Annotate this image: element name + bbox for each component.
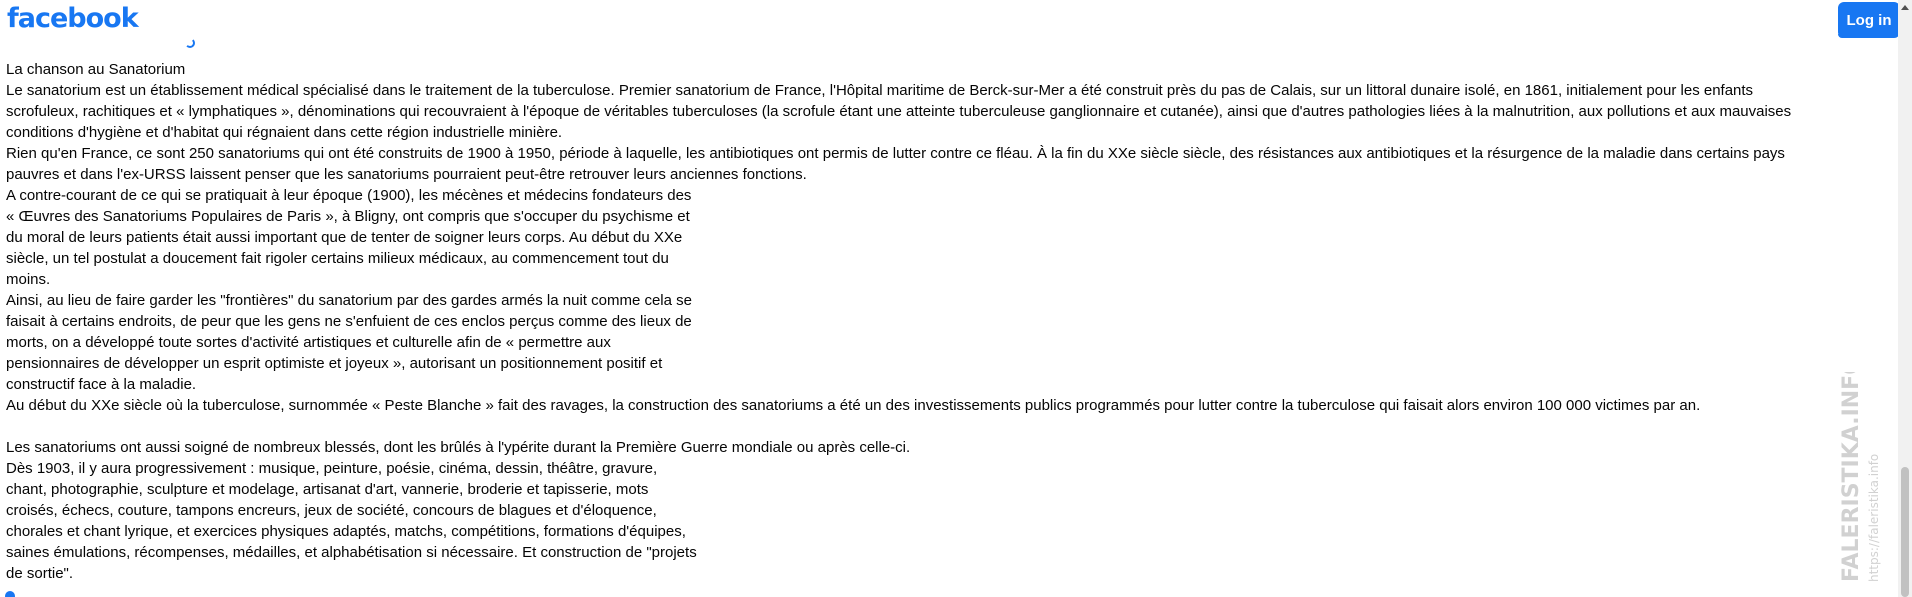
post-line: Rien qu'en France, ce sont 250 sanatoriums qui ont été construits de 1900 à 1950, période à laquelle, les antibiotiques ont permis de lutter contre ce fléau. À la fin du XXe siècle siècle, des résistances aux antibiotiques et la résurgence de la maladie dans certains pays	[6, 145, 1785, 162]
post-text	[6, 59, 1902, 584]
post-line: faisait à certains endroits, de peur que les gens ne s'enfuient de ces enclos perçus comme des lieux de	[6, 313, 692, 330]
post-line: Ainsi, au lieu de faire garder les "frontières" du sanatorium par des gardes armés la nuit comme cela se	[6, 292, 692, 309]
post-line: Les sanatoriums ont aussi soigné de nombreux blessés, dont les brûlés à l'ypérite durant la Première Guerre mondiale ou après celle-ci.	[6, 439, 911, 456]
scroll-thumb[interactable]	[1901, 467, 1909, 597]
post-line: croisés, échecs, couture, tampons encreurs, jeux de société, concours de blagues et d'éloquence,	[6, 502, 657, 519]
watermark	[1822, 372, 1892, 587]
post-line: Le sanatorium est un établissement médical spécialisé dans le traitement de la tuberculose. Premier sanatorium de France, l'Hôpital maritime de Berck-sur-Mer a été construit près du pas de Calais, sur un littoral dunaire isolé, en 1861, initialement pour les enfants	[6, 82, 1754, 99]
post-line: pauvres et dans l'ex-URSS laissent penser que les sanatoriums pourraient peut-être retrouver leurs anciennes fonctions.	[6, 166, 807, 183]
reaction-icon[interactable]	[5, 591, 15, 597]
scroll-up-arrow-icon[interactable]	[1898, 0, 1912, 14]
post-line: saines émulations, récompenses, médailles, et alphabétisation si nécessaire. Et construction de "projets	[6, 544, 697, 561]
post-line: moins.	[6, 271, 51, 288]
vertical-scrollbar[interactable]	[1898, 0, 1912, 597]
post-line: Dès 1903, il y aura progressivement : musique, peinture, poésie, cinéma, dessin, théâtre, gravure,	[6, 460, 658, 477]
post-line: morts, on a développé toute sortes d'activité artistiques et culturelle afin de « permettre aux	[6, 334, 611, 351]
post-line: A contre-courant de ce qui se pratiquait à leur époque (1900), les mécènes et médecins fondateurs des	[6, 187, 692, 204]
post-line: du moral de leurs patients était aussi important que de tenter de soigner leurs corps. Au début du XXe	[6, 229, 683, 246]
post-line: pensionnaires de développer un esprit optimiste et joyeux », autorisant un positionnement positif et	[6, 355, 663, 372]
post-line: scrofuleux, rachitiques et « lymphatiques », dénominations qui recouvraient à l'époque de véritables tuberculoses (la scrofule étant une atteinte tuberculeuse ganglionnaire et cutanée), ainsi que d'autres pathologies liées à la malnutrition, aux pollutions et aux mauvaises	[6, 103, 1792, 120]
login-button[interactable]: Log in	[1838, 2, 1900, 38]
watermark-title: FALERISTIKA.INFO	[1839, 372, 1864, 582]
facebook-logo[interactable]: facebook	[7, 3, 138, 34]
post-line: chant, photographie, sculpture et modelage, artisanat d'art, vannerie, broderie et tapisserie, mots	[6, 481, 649, 498]
post-line: « Œuvres des Sanatoriums Populaires de Paris », à Bligny, ont compris que s'occuper du psychisme et	[6, 208, 690, 225]
login-button-edge	[1838, 34, 1858, 38]
post-line: siècle, un tel postulat a doucement fait rigoler certains milieux médicaux, au commencement tout du	[6, 250, 669, 267]
post-line: conditions d'hygiène et d'habitat qui régnaient dans cette région industrielle minière.	[6, 124, 563, 141]
blank-line	[6, 416, 1902, 437]
link-fragment-icon	[185, 38, 195, 48]
watermark-graphic	[1822, 372, 1892, 587]
post-line: Au début du XXe siècle où la tuberculose, surnommée « Peste Blanche » fait des ravages, la construction des sanatoriums a été un des investissements publics programmés pour lutter contre la tuberculose qui faisait alors environ 100 000 victimes par an.	[6, 397, 1701, 414]
post-title: La chanson au Sanatorium	[6, 61, 186, 78]
top-bar	[0, 0, 1898, 46]
post-line: de sortie".	[6, 565, 74, 582]
post-line: chorales et chant lyrique, et exercices physiques adaptés, matchs, compétitions, formations d'équipes,	[6, 523, 686, 540]
watermark-url: https://faleristika.info	[1867, 453, 1881, 582]
post-line: constructif face à la maladie.	[6, 376, 197, 393]
